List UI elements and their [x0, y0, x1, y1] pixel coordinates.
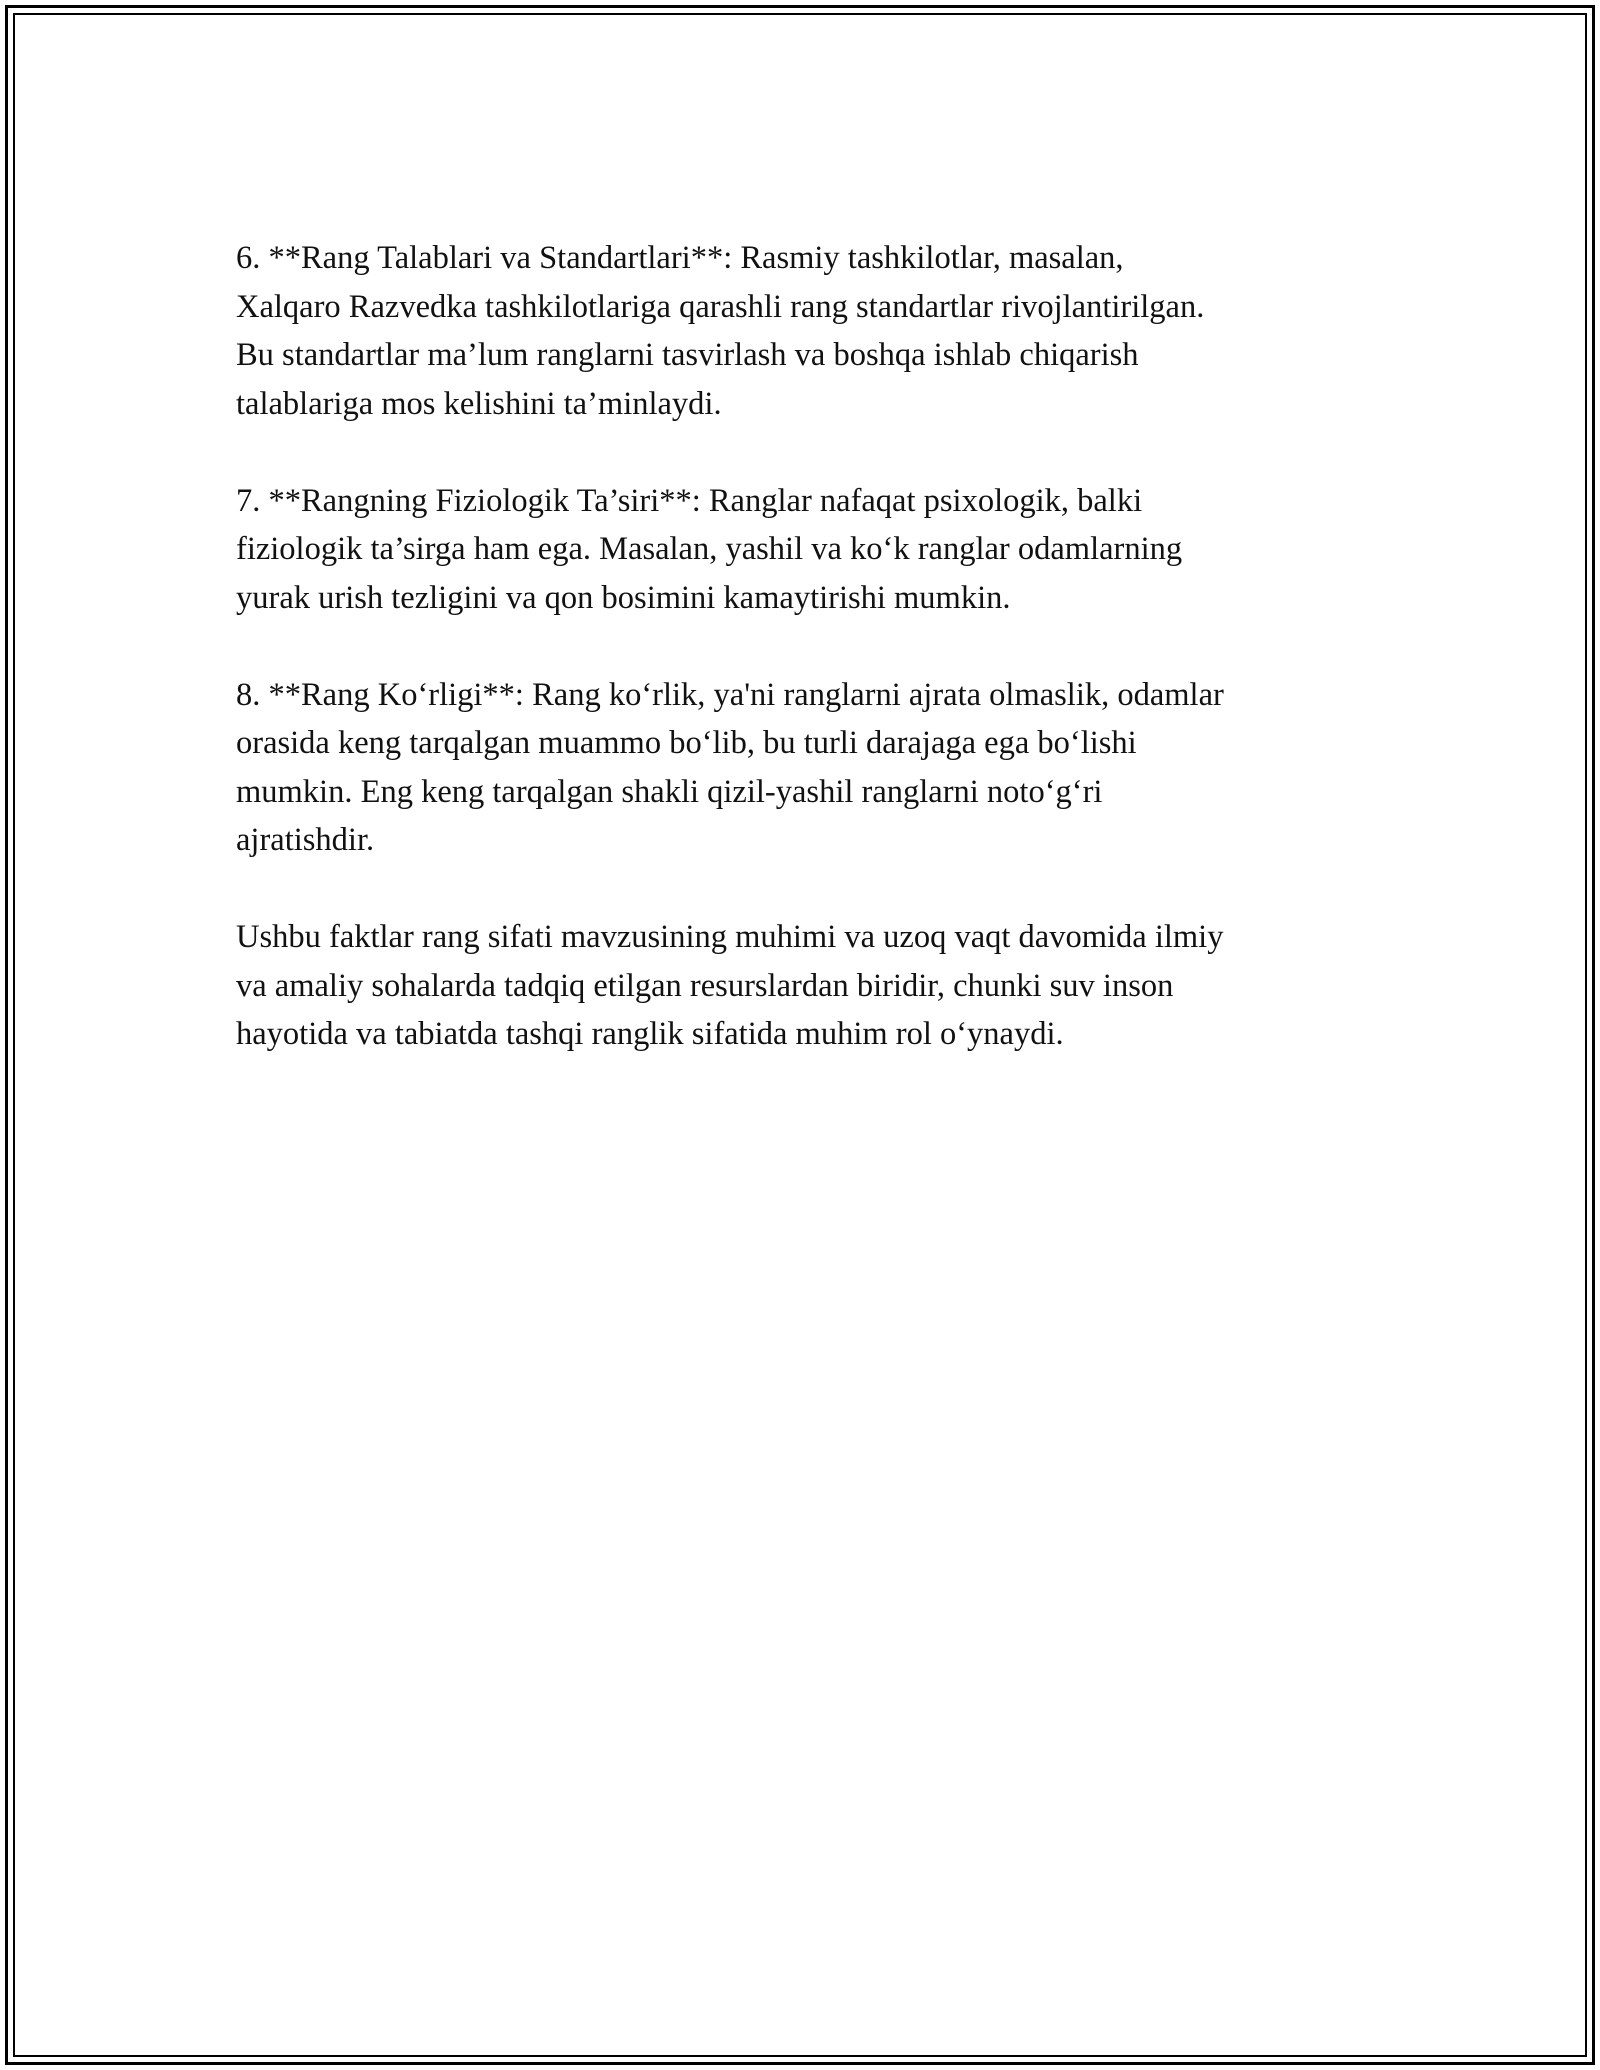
- text-line: 7. **Rangning Fiziologik Ta’siri**: Ranglar nafaqat psixologik, balki: [236, 482, 1143, 519]
- text-line: ajratishdir.: [236, 822, 375, 858]
- paragraph-physiological-effect: [236, 477, 1376, 623]
- paragraph-color-standards: [236, 234, 1376, 428]
- paragraph-conclusion: [236, 913, 1376, 1059]
- text-line: yurak urish tezligini va qon bosimini kamaytirishi mumkin.: [236, 579, 1011, 616]
- text-line: Ushbu faktlar rang sifati mavzusining muhimi va uzoq vaqt davomida ilmiy: [236, 919, 1224, 955]
- text-line: Xalqaro Razvedka tashkilotlariga qarashli rang standartlar rivojlantirilgan.: [236, 288, 1205, 325]
- text-line: 6. **Rang Talablari va Standartlari**: Rasmiy tashkilotlar, masalan,: [236, 240, 1124, 276]
- text-line: talablariga mos kelishini ta’minlaydi.: [236, 385, 722, 422]
- document-body: [236, 234, 1376, 1107]
- text-line: 8. **Rang Ko‘rligi**: Rang ko‘rlik, ya'ni ranglarni ajrata olmaslik, odamlar: [236, 676, 1224, 713]
- text-line: Bu standartlar ma’lum ranglarni tasvirlash va boshqa ishlab chiqarish: [236, 337, 1139, 373]
- text-line: fiziologik ta’sirga ham ega. Masalan, yashil va ko‘k ranglar odamlarning: [236, 531, 1183, 567]
- paragraph-color-blindness: [236, 671, 1376, 865]
- text-line: va amaliy sohalarda tadqiq etilgan resurslardan biridir, chunki suv inson: [236, 967, 1174, 1004]
- text-line: mumkin. Eng keng tarqalgan shakli qizil-yashil ranglarni noto‘g‘ri: [236, 773, 1103, 810]
- text-line: orasida keng tarqalgan muammo bo‘lib, bu turli darajaga ega bo‘lishi: [236, 725, 1137, 761]
- text-line: hayotida va tabiatda tashqi ranglik sifatida muhim rol o‘ynaydi.: [236, 1016, 1064, 1052]
